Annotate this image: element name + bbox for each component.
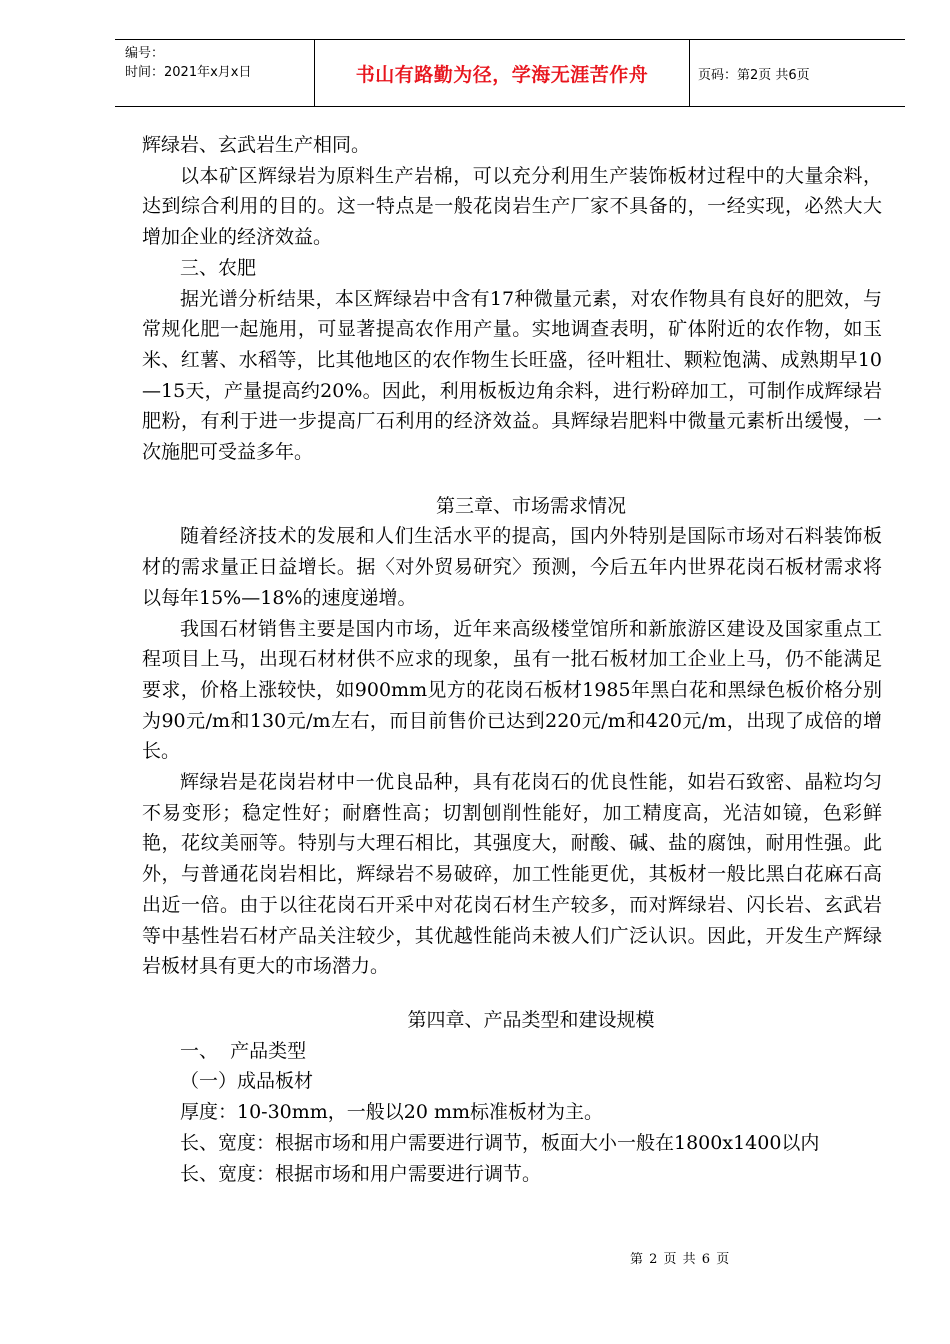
chapter-heading: 第四章、产品类型和建设规模 — [407, 1008, 655, 1031]
section-heading: 三、农肥 — [180, 256, 257, 279]
subsection-heading: （一）成品板材 — [180, 1070, 314, 1093]
paragraph: 长、宽度：根据市场和用户需要进行调节，板面大小一般在1800x1400以内 — [180, 1131, 820, 1154]
section-heading: 一、 产品类型 — [180, 1039, 307, 1062]
page-header — [115, 39, 905, 107]
page-footer: 第 2 页 共 6 页 — [630, 1252, 731, 1267]
document-number-label: 编号： — [125, 46, 165, 61]
chapter-heading: 第三章、市场需求情况 — [435, 494, 626, 517]
paragraph: 辉绿岩是花岗岩材中一优良品种，具有花岗石的优良性能，如岩石致密、晶粒均匀不易变形；稳定性好；耐磨性高；切割刨削性能好，加工精度高，光洁如镜，色彩鲜艳，花纹美丽等。特别与大理石相比，其强度大，耐酸、碱、盐的腐蚀，耐用性强。此外，与普通花岗岩相比，辉绿岩不易破碎，加工性能更优，其板材一般比黑白花麻石高出近一倍。由于以往花岗石开采中对花岗石材生产较多，而对辉绿岩、闪长岩、玄武岩等中基性岩石材产品关注较少，其优越性能尚未被人们广泛认识。因此，开发生产辉绿岩板材具有更大的市场潜力。 — [142, 771, 882, 978]
paragraph: 我国石材销售主要是国内市场，近年来高级楼堂馆所和新旅游区建设及国家重点工程项目上马，出现石材材供不应求的现象，虽有一批石板材加工企业上马，仍不能满足要求，价格上涨较快，如900mm见方的花岗石板材1985年黑白花和黑绿色板价格分别为90元/m和130元/m左右，而目前售价已达到220元/m和420元/m，出现了成倍的增长。 — [142, 617, 882, 763]
header-page-label: 页码：第2页 共6页 — [698, 67, 810, 83]
paragraph: 长、宽度：根据市场和用户需要进行调节。 — [180, 1162, 542, 1185]
spacer — [142, 982, 882, 1005]
document-time-label: 时间：2021年x月x日 — [125, 65, 252, 80]
paragraph: 辉绿岩、玄武岩生产相同。 — [142, 134, 371, 156]
spacer — [142, 468, 882, 491]
document-body — [142, 130, 882, 1189]
header-motto: 书山有路勤为径，学海无涯苦作舟 — [315, 40, 690, 106]
paragraph: 厚度：10-30mm，一般以20 mm标准板材为主。 — [180, 1101, 604, 1124]
header-meta — [115, 40, 315, 106]
paragraph: 据光谱分析结果，本区辉绿岩中含有17种微量元素，对农作物具有良好的肥效，与常规化肥一起施用，可显著提高农作用产量。实地调查表明，矿体附近的农作物，如玉米、红薯、水稻等，比其他地区的农作物生长旺盛，径叶粗壮、颗粒饱满、成熟期早10—15天，产量提高约20%。因此，利用板板边角余料，进行粉碎加工，可制作成辉绿岩肥粉，有利于进一步提高厂石利用的经济效益。具辉绿岩肥料中微量元素析出缓慢，一次施肥可受益多年。 — [142, 287, 882, 464]
paragraph: 随着经济技术的发展和人们生活水平的提高，国内外特别是国际市场对石料装饰板材的需求量正日益增长。据〈对外贸易研究〉预测，今后五年内世界花岗石板材需求将以每年15%—18%的速度递增。 — [142, 525, 882, 609]
paragraph: 以本矿区辉绿岩为原料生产岩棉，可以充分利用生产装饰板材过程中的大量余料，达到综合利用的目的。这一特点是一般花岗岩生产厂家不具备的，一经实现，必然大大增加企业的经济效益。 — [142, 164, 882, 249]
